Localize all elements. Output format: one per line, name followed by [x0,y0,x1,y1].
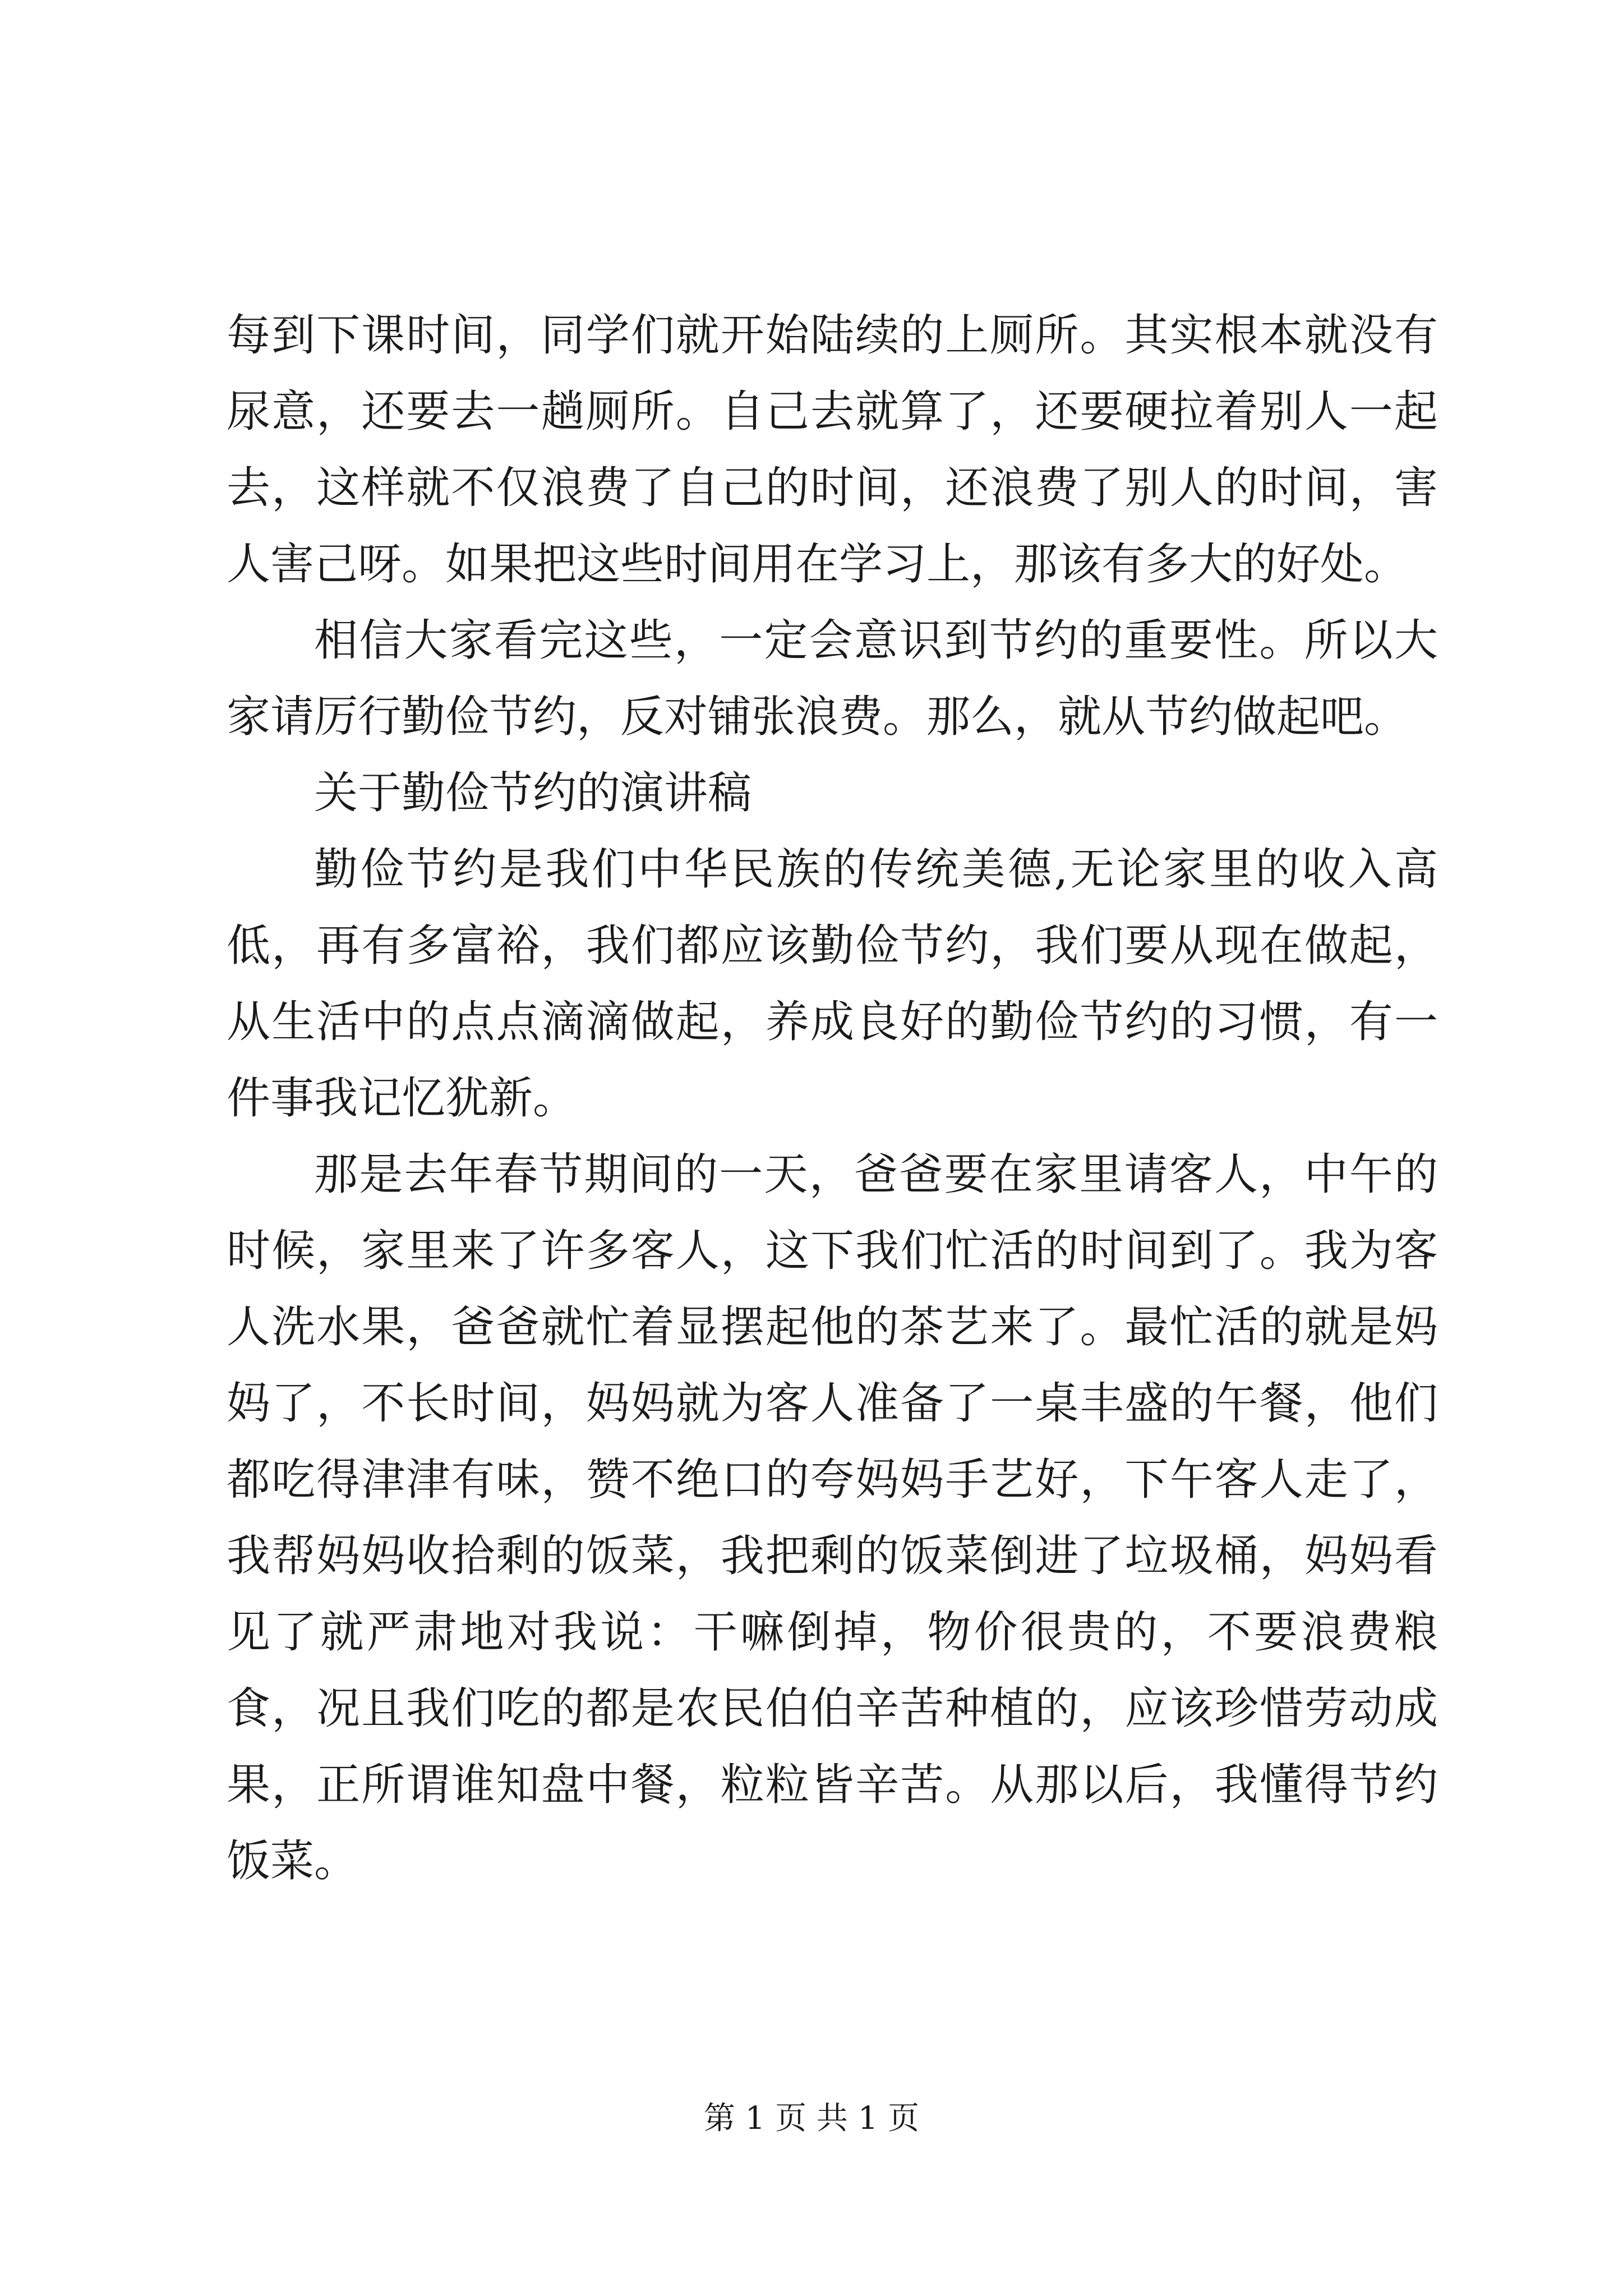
paragraph-3: 勤俭节约是我们中华民族的传统美德,无论家里的收入高低，再有多富裕，我们都应该勤俭节约，我们要从现在做起，从生活中的点点滴滴做起，养成良好的勤俭节约的习惯，有一件事我记忆犹新。 [227,844,1438,1124]
paragraph-2: 相信大家看完这些，一定会意识到节约的重要性。所以大家请厉行勤俭节约，反对铺张浪费。那么，就从节约做起吧。 [227,615,1438,742]
paragraph-1: 每到下课时间，同学们就开始陆续的上厕所。其实根本就没有尿意，还要去一趟厕所。自己去就算了，还要硬拉着别人一起去，这样就不仅浪费了自己的时间，还浪费了别人的时间，害人害己呀。如果把这些时间用在学习上，那该有多大的好处。 [227,310,1438,590]
paragraph-4: 那是去年春节期间的一天，爸爸要在家里请客人，中午的时候，家里来了许多客人，这下我们忙活的时间到了。我为客人洗水果，爸爸就忙着显摆起他的茶艺来了。最忙活的就是妈妈了，不长时间，妈妈就为客人准备了一桌丰盛的午餐，他们都吃得津津有味，赞不绝口的夸妈妈手艺好，下午客人走了，我帮妈妈收拾剩的饭菜，我把剩的饭菜倒进了垃圾桶，妈妈看见了就严肃地对我说：干嘛倒掉，物价很贵的，不要浪费粮食，况且我们吃的都是农民伯伯辛苦种植的，应该珍惜劳动成果，正所谓谁知盘中餐，粒粒皆辛苦。从那以后，我懂得节约饭菜。 [227,1149,1438,1887]
page-number-footer: 第 1 页 共 1 页 [703,2100,920,2137]
section-heading: 关于勤俭节约的演讲稿 [314,768,752,818]
document-body [227,297,1438,1899]
